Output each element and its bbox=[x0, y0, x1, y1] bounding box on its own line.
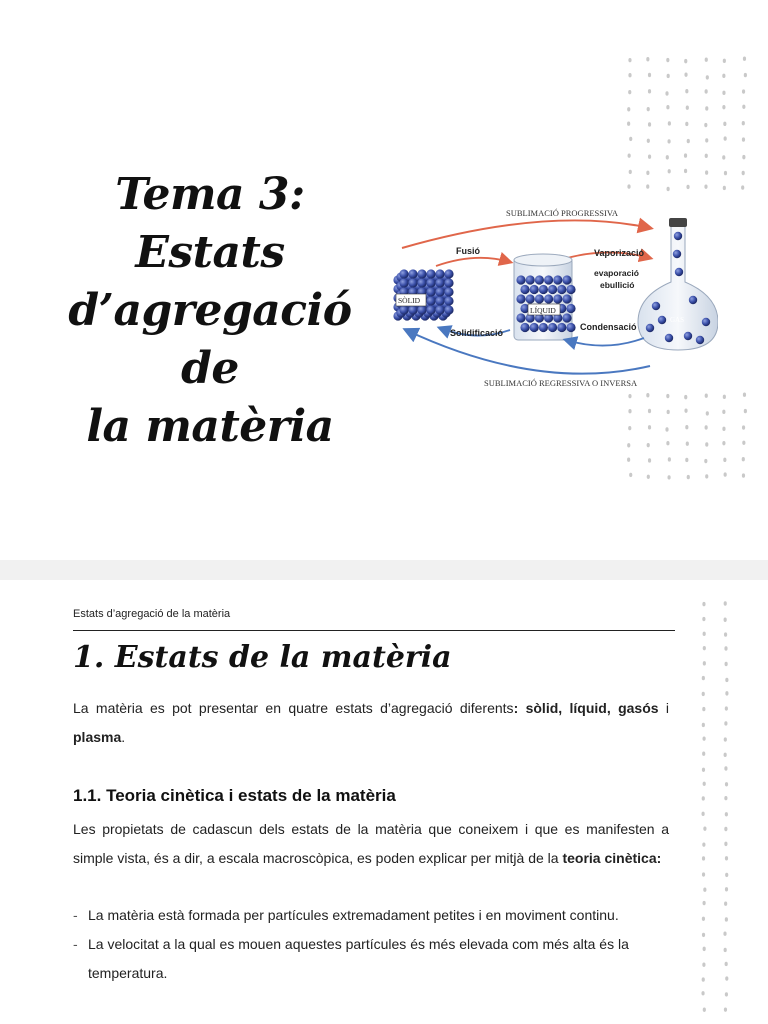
bullet-text: La velocitat a la qual es mouen aquestes partícules és més elevada com més alta és la temperatura. bbox=[88, 936, 629, 981]
kinetic-text: Les propietats de cadascun dels estats de la matèria que coneixem i que es manifesten a simple vista, és a dir, a escala macroscòpica, es poden explicar per mitjà de la bbox=[73, 821, 669, 866]
ebullicio-label: ebullició bbox=[600, 280, 635, 290]
decorative-dots-bottom bbox=[626, 392, 750, 488]
header-rule bbox=[73, 630, 675, 631]
evaporacio-label: evaporació bbox=[594, 268, 639, 278]
intro-conj: i bbox=[658, 700, 670, 716]
fusio-label: Fusió bbox=[456, 246, 480, 256]
liquid-beaker bbox=[514, 254, 576, 340]
condensacio-label: Condensació bbox=[580, 322, 637, 332]
condensacio-arrow bbox=[566, 338, 644, 346]
cover-title-line-2: Estats bbox=[135, 227, 285, 278]
cover-title-line-1: Tema 3: bbox=[115, 169, 305, 220]
diagram-svg bbox=[388, 196, 718, 396]
intro-colon: : bbox=[513, 700, 526, 716]
intro-plasma: plasma bbox=[73, 729, 122, 745]
running-header: Estats d’agregació de la matèria bbox=[73, 608, 231, 620]
bullet-text: La matèria està formada per partícules extremadament petites i en moviment continu. bbox=[88, 907, 619, 923]
solid-label: SÒLID bbox=[398, 296, 421, 305]
intro-paragraph bbox=[73, 694, 669, 752]
fusio-arrow bbox=[436, 258, 510, 266]
liquid-label: LÍQUID bbox=[530, 306, 556, 315]
kinetic-paragraph bbox=[73, 815, 669, 873]
cover-title-line-4: la matèria bbox=[86, 401, 334, 452]
sublimation-progressive-arrow bbox=[402, 220, 650, 248]
decorative-dots-right bbox=[700, 600, 740, 1024]
sublimation-regressive-label: SUBLIMACIÓ REGRESSIVA O INVERSA bbox=[484, 378, 638, 388]
gas-label: GAS bbox=[670, 316, 685, 324]
list-item bbox=[73, 901, 669, 930]
cover-title-line-3: d’agregació de bbox=[68, 285, 352, 394]
vaporitzacio-label: Vaporizació bbox=[594, 248, 645, 258]
gas-flask bbox=[638, 218, 718, 350]
cover-title bbox=[40, 166, 380, 456]
page-gap bbox=[0, 560, 768, 580]
bullet-dash: - bbox=[73, 907, 78, 923]
decorative-dots-top bbox=[626, 56, 750, 198]
intro-text: La matèria es pot presentar en quatre estats d’agregació diferents bbox=[73, 700, 514, 716]
intro-end: . bbox=[121, 729, 126, 745]
list-item bbox=[73, 930, 669, 988]
section-title: 1. Estats de la matèria bbox=[73, 640, 452, 675]
bullet-dash: - bbox=[73, 936, 78, 952]
kinetic-term: teoria cinètica: bbox=[562, 850, 662, 866]
intro-states: sòlid, líquid, gasós bbox=[525, 700, 659, 716]
states-of-matter-diagram bbox=[388, 196, 718, 396]
subsection-title: 1.1. Teoria cinètica i estats de la matèria bbox=[73, 786, 396, 805]
solidificacio-label: Solidificació bbox=[450, 328, 504, 338]
sublimation-progressive-label: SUBLIMACIÓ PROGRESSIVA bbox=[506, 208, 619, 218]
